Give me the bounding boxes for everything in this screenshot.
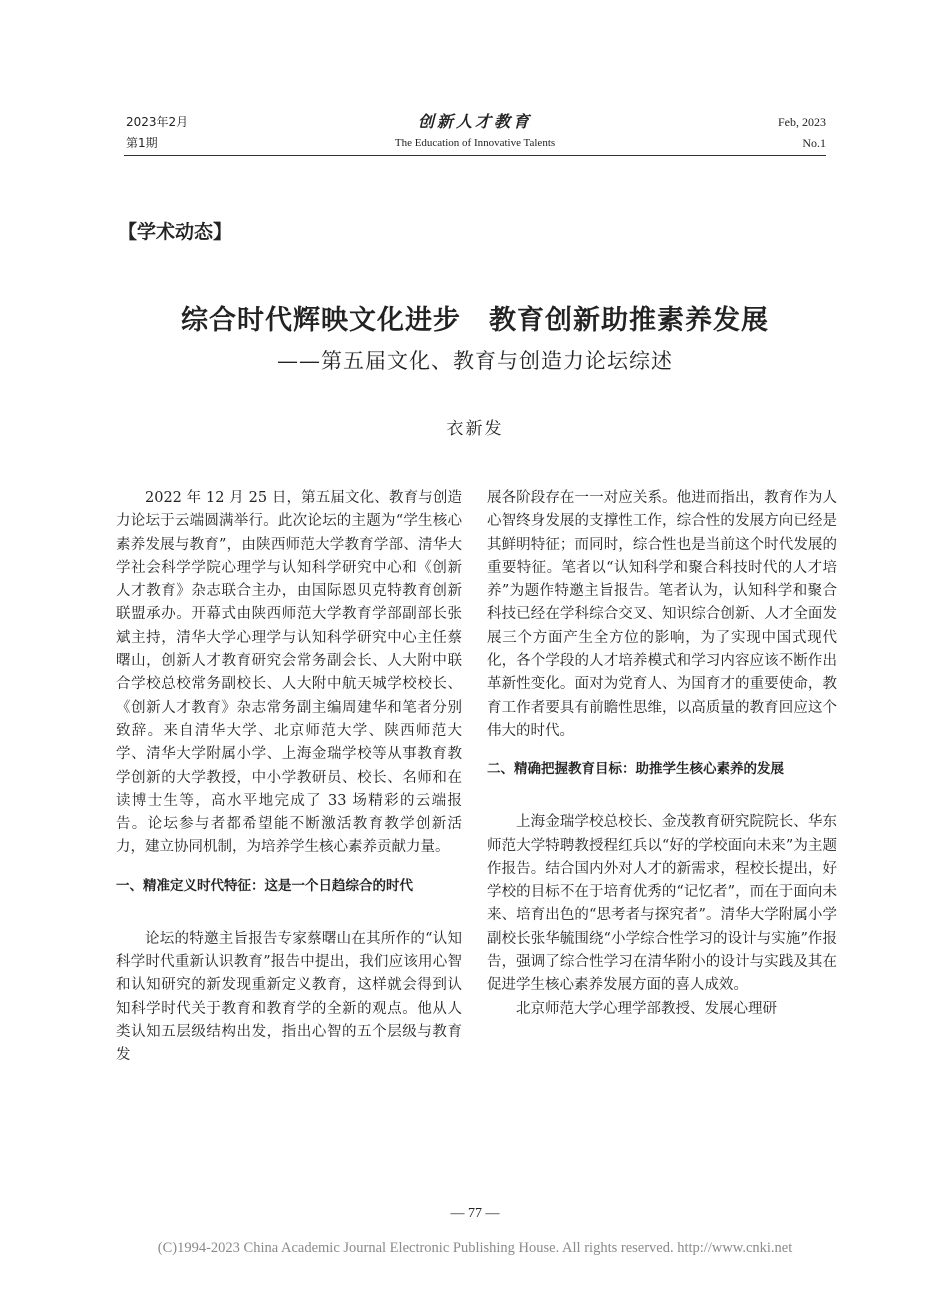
- article-subtitle: ——第五届文化、教育与创造力论坛综述: [277, 349, 673, 373]
- journal-title-cn: 创新人才教育: [417, 112, 532, 131]
- left-column: [116, 487, 462, 1068]
- header-center: [300, 110, 650, 152]
- header-rule: [124, 155, 826, 156]
- header-left: [126, 112, 188, 154]
- journal-title-en: The Education of Innovative Talents: [394, 137, 556, 149]
- section-heading-1: 一、精准定义时代特征：这是一个日趋综合的时代: [116, 877, 413, 894]
- header-date-cn: 2023年2月: [126, 115, 189, 129]
- header-right: [778, 112, 826, 154]
- paragraph-section1: 论坛的特邀主旨报告专家蔡曙山在其所作的“认知科学时代重新认识教育”报告中提出，我们应该用心智和认知研究的新发现重新定义教育，这样就会得到认知科学时代关于教育和教育学的全新的观点。他从人类认知五层级结构出发，指出心智的五个层级与教育发: [116, 930, 462, 1064]
- page-number: — 77 —: [450, 1206, 500, 1221]
- header-issue-cn: 第1期: [126, 136, 158, 150]
- article-author: 衣新发: [446, 419, 504, 439]
- paragraph-intro: 2022 年 12 月 25 日，第五届文化、教育与创造力论坛于云端圆满举行。此次论坛的主题为“学生核心素养发展与教育”，由陕西师范大学教育学部、清华大学社会科学学院心理学与认知科学研究中心和《创新人才教育》杂志联合主办，由国际恩贝克特教育创新联盟承办。开幕式由陕西师范大学教育学部副部长张斌主持，清华大学心理学与认知科学研究中心主任蔡曙山，创新人才教育研究会常务副会长、人大附中联合学校总校常务副校长、人大附中航天城学校校长、《创新人才教育》杂志常务副主编周建华和笔者分别致辞。来自清华大学、北京师范大学、陕西师范大学、清华大学附属小学、上海金瑞学校等从事教育教学创新的大学教授，中小学教研员、校长、名师和在读博士生等，高水平地完成了 33 场精彩的云端报告。论坛参与者都希望能不断激活教育教学创新活力，建立协同机制，为培养学生核心素养贡献力量。: [116, 490, 462, 856]
- right-column: [487, 487, 837, 1021]
- paragraph-section1-continued: 展各阶段存在一一对应关系。他进而指出，教育作为人心智终身发展的支撑性工作，综合性的发展方向已经是其鲜明特征；而同时，综合性也是当前这个时代发展的重要特征。笔者以“认知科学和聚合科技时代的人才培养”为题作特邀主旨报告。笔者认为，认知科学和聚合科技已经在学科综合交叉、知识综合创新、人才全面发展三个方面产生全方位的影响，为了实现中国式现代化，各个学段的人才培养模式和学习内容应该不断作出革新性变化。面对为党育人、为国育才的重要使命，教育工作者要具有前瞻性思维，以高质量的教育回应这个伟大的时代。: [487, 490, 837, 739]
- header-date-en: Feb, 2023: [778, 115, 826, 129]
- paragraph-section2-next: 北京师范大学心理学部教授、发展心理研: [516, 1000, 777, 1017]
- paragraph-section2: 上海金瑞学校总校长、金茂教育研究院院长、华东师范大学特聘教授程红兵以“好的学校面向未来”为主题作报告。结合国内外对人才的新需求，程校长提出，好学校的目标不在于培育优秀的“记忆者”，而在于面向未来、培育出色的“思考者与探究者”。清华大学附属小学副校长张华毓围绕“小学综合性学习的设计与实施”作报告，强调了综合性学习在清华附小的设计与实践及其在促进学生核心素养发展方面的喜人成效。: [487, 814, 837, 994]
- section-heading-2: 二、精确把握教育目标：助推学生核心素养的发展: [487, 761, 784, 778]
- header-issue-en: No.1: [802, 136, 826, 150]
- section-tag: 【学术动态】: [118, 221, 233, 243]
- article-title: 综合时代辉映文化进步 教育创新助推素养发展: [181, 305, 769, 336]
- copyright-footer: (C)1994-2023 China Academic Journal Electronic Publishing House. All rights reserved. http://www.cnki.net: [157, 1240, 793, 1256]
